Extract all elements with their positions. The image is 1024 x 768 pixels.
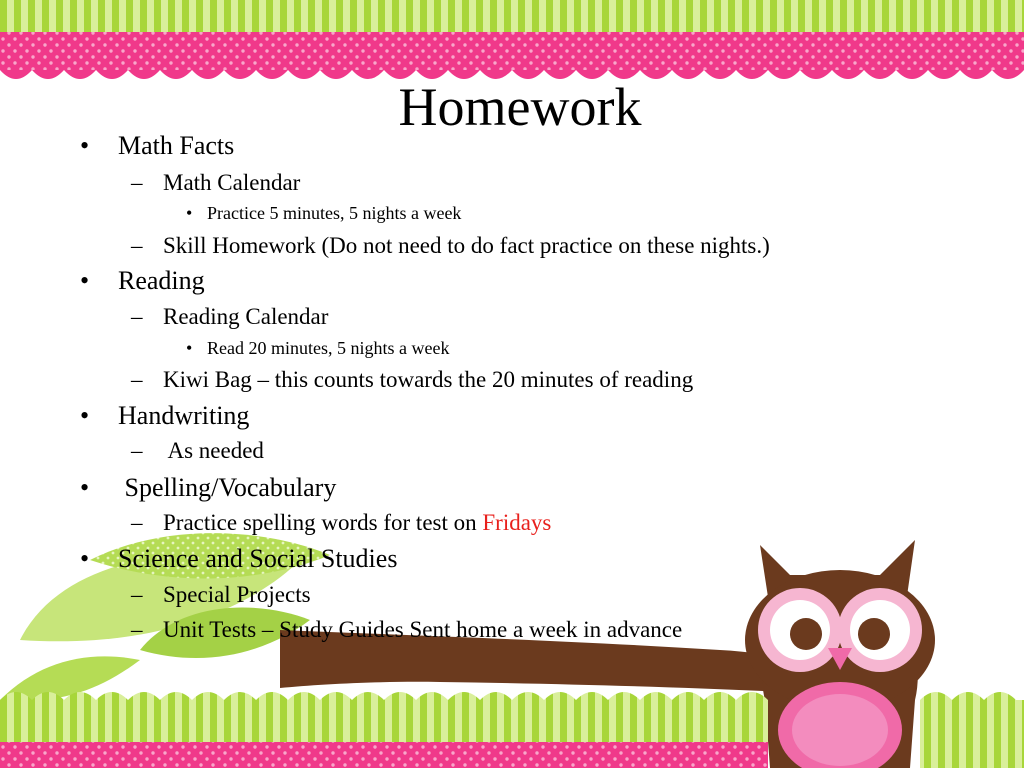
sub-bullet-marker: –: [131, 582, 143, 607]
sub-sub-bullet-marker: •: [186, 203, 193, 223]
list-item-handwriting: Handwriting: [118, 401, 250, 430]
bullet-marker: •: [80, 401, 90, 430]
list-item-math-facts: Math Facts: [118, 131, 235, 160]
list-item-as-needed: As needed: [163, 438, 264, 463]
sub-bullet-marker: –: [131, 438, 143, 463]
list-item-practice-spelling: [163, 509, 551, 537]
bullet-marker: •: [80, 473, 90, 502]
list-item-reading: Reading: [118, 266, 205, 295]
sub-bullet-marker: –: [131, 510, 143, 535]
sub-bullet-marker: –: [131, 304, 143, 329]
practice-spelling-text: Practice spelling words for test on: [163, 510, 483, 535]
sub-bullet-marker: –: [131, 617, 143, 642]
list-item-math-practice: Practice 5 minutes, 5 nights a week: [207, 203, 462, 223]
sub-bullet-marker: –: [131, 367, 143, 392]
list-item-unit-tests: Unit Tests – Study Guides Sent home a week in advance: [163, 617, 683, 642]
slide-title: Homework: [398, 77, 642, 137]
sub-bullet-marker: –: [131, 170, 143, 195]
list-item-kiwi-bag: Kiwi Bag – this counts towards the 20 minutes of reading: [163, 367, 694, 392]
fridays-highlight: Fridays: [482, 510, 552, 535]
list-item-reading-calendar: Reading Calendar: [163, 304, 329, 329]
list-item-math-calendar: Math Calendar: [163, 170, 301, 195]
sub-sub-bullet-marker: •: [186, 338, 193, 358]
list-item-special-projects: Special Projects: [163, 582, 311, 607]
bullet-marker: •: [80, 266, 90, 295]
list-item-read-minutes: Read 20 minutes, 5 nights a week: [207, 338, 450, 358]
bullet-marker: •: [80, 131, 90, 160]
list-item-science-social-studies: Science and Social Studies: [118, 544, 398, 573]
sub-bullet-marker: –: [131, 233, 143, 258]
bullet-marker: •: [80, 544, 90, 573]
list-item-skill-homework: Skill Homework (Do not need to do fact practice on these nights.): [163, 233, 770, 258]
list-item-spelling-vocabulary: Spelling/Vocabulary: [118, 473, 337, 502]
